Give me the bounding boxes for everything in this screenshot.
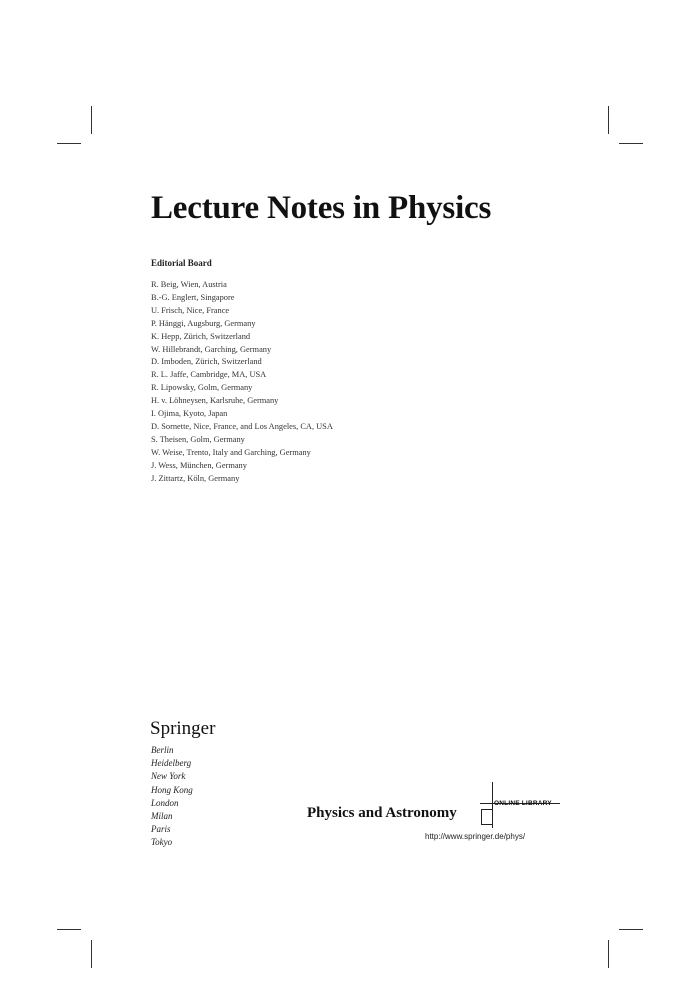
board-member: W. Hillebrandt, Garching, Germany (151, 344, 272, 354)
board-member: B.-G. Englert, Singapore (151, 292, 235, 302)
physics-astronomy-title: Physics and Astronomy (307, 805, 457, 821)
publisher-city: Hong Kong (151, 784, 193, 795)
publisher-city: Paris (151, 824, 171, 835)
editorial-board-list (151, 279, 333, 486)
board-member: K. Hepp, Zürich, Switzerland (151, 331, 251, 341)
crop-mark-bottom-left (91, 940, 92, 968)
publisher-cities (151, 744, 193, 850)
crop-mark-bottom-right (619, 929, 643, 930)
online-library-logo (480, 782, 560, 832)
board-member: D. Sornette, Nice, France, and Los Angeles, CA, USA (151, 421, 333, 431)
crop-mark-top-right (608, 106, 609, 134)
board-member: U. Frisch, Nice, France (151, 305, 230, 315)
publisher-name: Springer (150, 718, 216, 739)
publisher-city: Heidelberg (151, 758, 192, 769)
board-member: I. Ojima, Kyoto, Japan (151, 409, 228, 419)
physics-url[interactable]: http://www.springer.de/phys/ (425, 832, 526, 841)
board-member: P. Hänggi, Augsburg, Germany (151, 318, 256, 328)
publisher-city: London (151, 797, 179, 808)
board-member: D. Imboden, Zürich, Switzerland (151, 357, 262, 367)
crop-mark-top-left (91, 106, 92, 134)
editorial-board-heading: Editorial Board (151, 258, 212, 268)
crop-mark-top-left (57, 143, 81, 144)
series-title: Lecture Notes in Physics (151, 190, 492, 226)
board-member: J. Zittartz, Köln, Germany (151, 473, 240, 483)
board-member: S. Theisen, Golm, Germany (151, 434, 245, 444)
crop-mark-bottom-left (57, 929, 81, 930)
publisher-city: New York (151, 771, 186, 782)
board-member: R. L. Jaffe, Cambridge, MA, USA (151, 370, 267, 380)
crop-mark-top-right (619, 143, 643, 144)
board-member: R. Lipowsky, Golm, Germany (151, 383, 253, 393)
board-member: R. Beig, Wien, Austria (151, 280, 227, 289)
board-member: H. v. Löhneysen, Karlsruhe, Germany (151, 396, 279, 406)
publisher-city: Berlin (151, 745, 174, 755)
board-member: W. Weise, Trento, Italy and Garching, Germany (151, 447, 311, 457)
board-member: J. Wess, München, Germany (151, 460, 247, 470)
publisher-city: Tokyo (151, 837, 173, 848)
publisher-city: Milan (151, 811, 173, 822)
crop-mark-bottom-right (608, 940, 609, 968)
online-library-label: ONLINE LIBRARY (494, 800, 552, 807)
